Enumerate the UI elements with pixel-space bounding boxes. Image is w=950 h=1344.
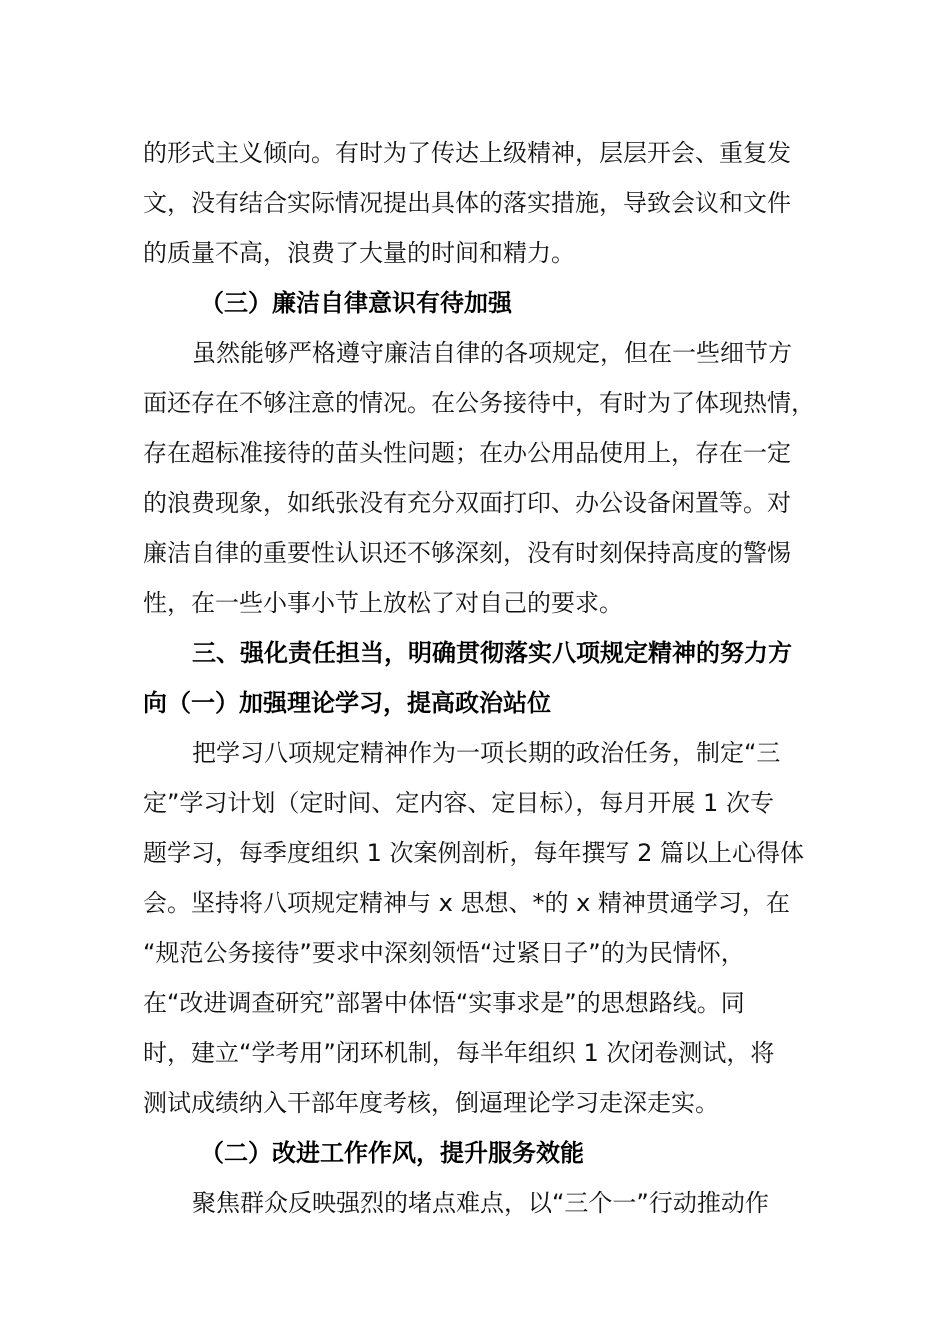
body-text-line: 会。坚持将八项规定精神与 x 思想、*的 x 精神贯通学习，在 — [143, 889, 790, 917]
body-text-line: 虽然能够严格遵守廉洁自律的各项规定，但在一些细节方 — [192, 339, 792, 367]
section-heading-line: 向（一）加强理论学习，提高政治站位 — [143, 689, 551, 717]
body-text-line: 把学习八项规定精神作为一项长期的政治任务，制定“三 — [192, 739, 781, 767]
body-text-line: 的形式主义倾向。有时为了传达上级精神，层层开会、重复发 — [143, 139, 791, 167]
body-text-line: 聚焦群众反映强烈的堵点难点，以“三个一”行动推动作 — [192, 1189, 769, 1217]
body-text-line: 性，在一些小事小节上放松了对自己的要求。 — [143, 589, 623, 617]
body-text-line: 在“改进调查研究”部署中体悟“实事求是”的思想路线。同 — [143, 989, 745, 1017]
body-text-line: 廉洁自律的重要性认识还不够深刻，没有时刻保持高度的警惕 — [143, 539, 791, 567]
body-text-line: 文，没有结合实际情况提出具体的落实措施，导致会议和文件 — [143, 189, 791, 217]
section-heading-line: （二）改进工作作风，提升服务效能 — [200, 1139, 584, 1167]
body-text-line: 存在超标准接待的苗头性问题；在办公用品使用上，存在一定 — [143, 439, 791, 467]
body-text-line: “规范公务接待”要求中深刻领悟“过紧日子”的为民情怀， — [143, 939, 745, 967]
body-text-line: 定”学习计划（定时间、定内容、定目标），每月开展 1 次专 — [143, 789, 774, 817]
section-heading-line: （三）廉洁自律意识有待加强 — [200, 289, 512, 317]
section-heading-line: 三、强化责任担当，明确贯彻落实八项规定精神的努力方 — [192, 639, 792, 667]
body-text-line: 测试成绩纳入干部年度考核，倒逼理论学习走深走实。 — [143, 1089, 719, 1117]
body-text-line: 时，建立“学考用”闭环机制，每半年组织 1 次闭卷测试，将 — [143, 1039, 775, 1067]
body-text-line: 的质量不高，浪费了大量的时间和精力。 — [143, 239, 575, 267]
body-text-line: 面还存在不够注意的情况。在公务接待中，有时为了体现热情， — [143, 389, 815, 417]
body-text-line: 的浪费现象，如纸张没有充分双面打印、办公设备闲置等。对 — [143, 489, 791, 517]
body-text-line: 题学习，每季度组织 1 次案例剖析，每年撰写 2 篇以上心得体 — [143, 839, 805, 867]
